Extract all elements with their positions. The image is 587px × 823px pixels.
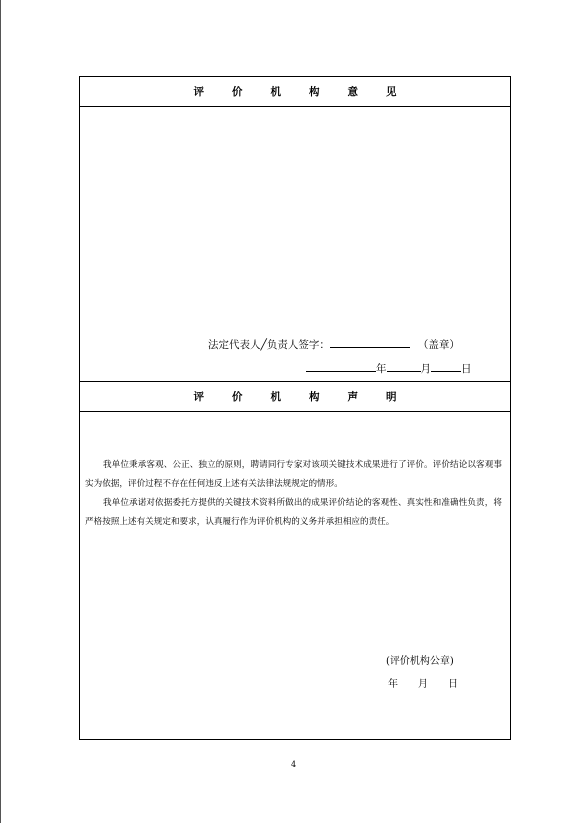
title-char: 声 (347, 391, 358, 403)
title-char: 评 (193, 86, 204, 98)
signature-row (208, 337, 460, 352)
institution-seal-label: (评价机构公章) (386, 656, 454, 667)
title-char: 明 (386, 391, 397, 403)
signature-blank[interactable] (330, 337, 410, 348)
month-blank[interactable] (387, 361, 421, 372)
divider (80, 106, 510, 107)
month-label: 月 (420, 363, 431, 375)
title-char: 评 (193, 391, 204, 403)
statement-paragraph-2: 我单位承诺对依据委托方提供的关键技术资料所做出的成果评价结论的客观性、真实性和准确性负责，将严格按照上述有关规定和要求，认真履行作为评价机构的义务并承担相应的责任。 (85, 498, 502, 527)
evaluation-form (79, 76, 511, 740)
day-blank[interactable] (431, 361, 461, 372)
title-char: 见 (386, 86, 397, 98)
title-char: 机 (270, 86, 281, 98)
page-number: 4 (290, 760, 297, 769)
date-row (306, 361, 472, 376)
seal-label: （盖章） (417, 339, 460, 351)
statement-date: 年 月 日 (388, 679, 458, 690)
title-char: 价 (232, 86, 243, 98)
title-char: 意 (347, 86, 358, 98)
title-char: 构 (309, 86, 320, 98)
signature-label: 法定代表人╱负责人签字： (208, 339, 330, 351)
year-label: 年 (376, 363, 387, 375)
day-label: 日 (461, 363, 472, 375)
title-char: 价 (232, 391, 243, 403)
statement-section-title (80, 382, 510, 411)
page-edge-line (0, 0, 1, 823)
year-blank[interactable] (306, 361, 376, 372)
opinion-section-title (80, 77, 510, 106)
title-char: 机 (270, 391, 281, 403)
title-char: 构 (309, 391, 320, 403)
divider (80, 411, 510, 412)
statement-paragraph-1: 我单位秉承客观、公正、独立的原则，聘请同行专家对该项关键技术成果进行了评价。评价结论以客观事实为依据，评价过程不存在任何违反上述有关法律法规规定的情形。 (85, 460, 502, 489)
